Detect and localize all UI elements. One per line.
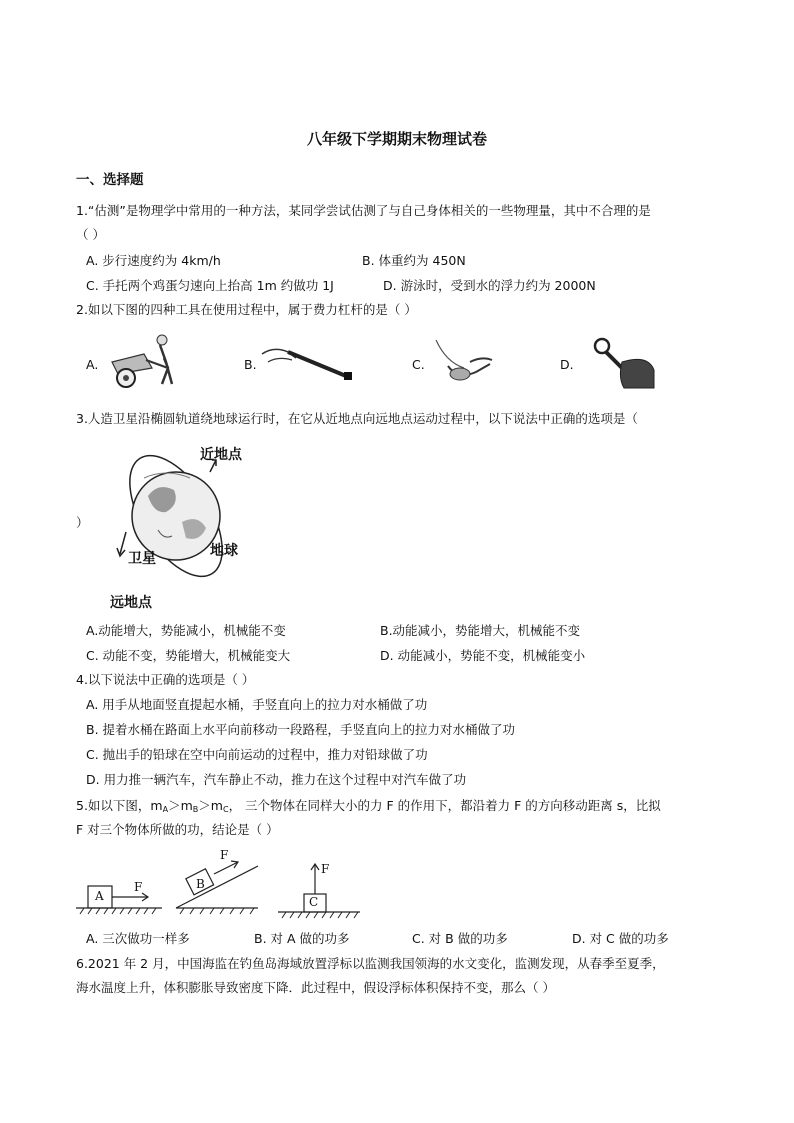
force-a-label: F bbox=[134, 880, 143, 894]
block-a-figure bbox=[76, 876, 166, 916]
q5-option-b: B. 对 A 做的功多 bbox=[254, 931, 350, 946]
q4-option-b: B. 提着水桶在路面上水平向前移动一段路程，手竖直向上的拉力对水桶做了功 bbox=[86, 722, 516, 737]
q4-option-d: D. 用力推一辆汽车，汽车静止不动，推力在这个过程中对汽车做了功 bbox=[86, 772, 467, 787]
label-apogee: 远地点 bbox=[110, 595, 152, 611]
block-a-label: A bbox=[95, 889, 104, 903]
q2-option-c: C. bbox=[412, 357, 425, 372]
q3-stem-line2: ） bbox=[76, 515, 89, 530]
q1-option-b: B. 体重约为 450N bbox=[362, 253, 466, 268]
force-c-label: F bbox=[321, 862, 330, 876]
orbit-figure bbox=[108, 442, 258, 610]
label-satellite: 卫星 bbox=[128, 551, 156, 567]
q1-stem-line2: （ ） bbox=[76, 227, 105, 242]
q5-stem-line1: 5.如以下图，$m_A>m_B>m_C$， 三个物体在同样大小的力 F 的作用下，都沿着力 F 的方向移动距离 s，比拟 bbox=[76, 798, 661, 814]
q2-option-b: B. bbox=[244, 357, 257, 372]
q3-stem-line1: 3.人造卫星沿椭圆轨道绕地球运行时，在它从近地点向远地点运动过程中，以下说法中正确的选项是（ bbox=[76, 411, 638, 426]
q3-option-a: A.动能增大，势能减小，机械能不变 bbox=[86, 623, 286, 638]
tool-d-figure bbox=[578, 334, 658, 390]
q3-option-b: B.动能减小，势能增大，机械能不变 bbox=[380, 623, 581, 638]
q6-stem-line2: 海水温度上升，体积膨胀导致密度下降．此过程中，假设浮标体积保持不变，那么（ ） bbox=[76, 980, 555, 995]
q1-option-a: A. 步行速度约为 4km/h bbox=[86, 253, 221, 268]
tool-c-figure bbox=[430, 336, 496, 386]
q5-option-a: A. 三次做功一样多 bbox=[86, 931, 190, 946]
q2-stem: 2.如以下图的四种工具在使用过程中，属于费力杠杆的是（ ） bbox=[76, 302, 417, 317]
label-perigee: 近地点 bbox=[200, 447, 242, 463]
block-b-figure bbox=[172, 846, 264, 916]
q5-stem-line2: F 对三个物体所做的功，结论是（ ） bbox=[76, 822, 279, 837]
wheelbarrow-figure bbox=[106, 332, 188, 390]
q1-stem-line1: 1.“估测”是物理学中常用的一种方法，某同学尝试估测了与自己身体相关的一些物理量，其中不合理的是 bbox=[76, 203, 651, 218]
label-earth: 地球 bbox=[210, 543, 238, 559]
q4-stem: 4.以下说法中正确的选项是（ ） bbox=[76, 672, 255, 687]
q4-option-a: A. 用手从地面竖直提起水桶，手竖直向上的拉力对水桶做了功 bbox=[86, 697, 428, 712]
block-b-label: B bbox=[196, 877, 205, 891]
q2-option-a: A. bbox=[86, 357, 99, 372]
q5-option-d: D. 对 C 做的功多 bbox=[572, 931, 669, 946]
q1-option-d: D. 游泳时，受到水的浮力约为 2000N bbox=[383, 278, 596, 293]
q2-option-d: D. bbox=[560, 357, 574, 372]
q6-stem-line1: 6.2021 年 2 月，中国海监在钓鱼岛海域放置浮标以监测我国领海的水文变化，监测发现，从春季至夏季， bbox=[76, 956, 665, 971]
q5-option-c: C. 对 B 做的功多 bbox=[412, 931, 508, 946]
section-heading: 一、选择题 bbox=[76, 172, 144, 188]
page-title: 八年级下学期期末物理试卷 bbox=[306, 130, 487, 148]
q4-option-c: C. 抛出手的铅球在空中向前运动的过程中，推力对铅球做了功 bbox=[86, 747, 428, 762]
q1-option-c: C. 手托两个鸡蛋匀速向上抬高 1m 约做功 1J bbox=[86, 278, 334, 293]
tool-b-figure bbox=[258, 340, 358, 386]
q3-option-c: C. 动能不变，势能增大，机械能变大 bbox=[86, 648, 291, 663]
force-b-label: F bbox=[220, 848, 229, 862]
q3-option-d: D. 动能减小，势能不变，机械能变小 bbox=[380, 648, 586, 663]
block-c-label: C bbox=[309, 895, 319, 909]
